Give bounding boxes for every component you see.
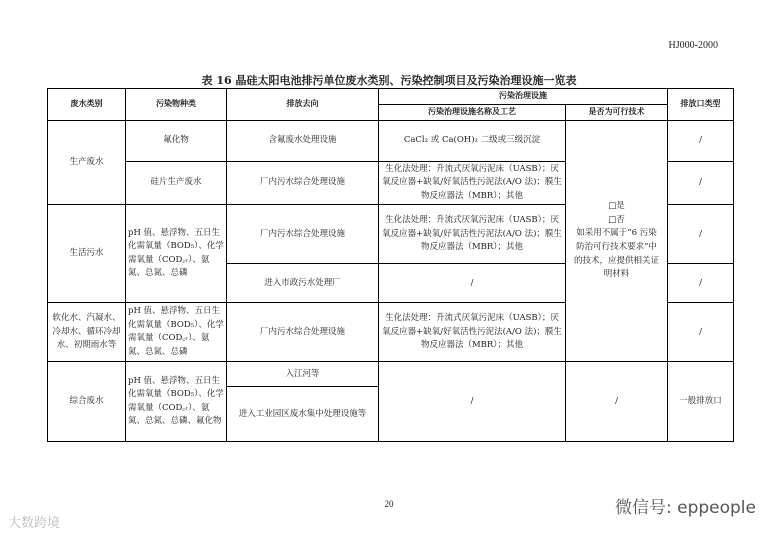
table-cell: / [668, 264, 734, 303]
doc-code: HJ000-2000 [668, 40, 718, 51]
table-cell: 生产废水 [48, 120, 126, 205]
table-cell: / [379, 362, 566, 442]
table-cell: 生化法处理：升流式厌氧污泥床（UASB）；厌氧反应器+缺氧/好氧活性污泥法(A/O 法)；膜生物反应器法（MBR）；其他 [379, 161, 566, 205]
table-cell: / [668, 161, 734, 205]
table-title: 表 16 晶硅太阳电池排污单位废水类别、污染控制项目及污染治理设施一览表 [201, 74, 577, 87]
table-cell: 生化法处理：升流式厌氧污泥床（UASB）；厌氧反应器+缺氧/好氧活性污泥法(A/O 法)；膜生物反应器法（MBR）；其他 [379, 205, 566, 264]
table-cell: 含氟废水处理设施 [227, 120, 379, 161]
table-cell: / [668, 303, 734, 362]
watermark-right: 微信号: eppeople [614, 498, 756, 518]
table-cell: / [668, 205, 734, 264]
table-cell: 厂内污水综合处理设施 [227, 205, 379, 264]
watermark-left: 大数跨境 [8, 516, 61, 531]
table-cell: 一般排放口 [668, 362, 734, 442]
table-cell: 综合废水 [48, 362, 126, 442]
table-cell: / [379, 264, 566, 303]
table-cell: 进入市政污水处理厂 [227, 264, 379, 303]
col-group-header: 污染治理设施 [379, 89, 668, 105]
table-cell: pH 值、悬浮物、五日生化需氧量（BOD₅）、化学需氧量（COD꜀ᵣ）、氨氮、总氮、总磷 [126, 303, 227, 362]
col-header: 废水类别 [48, 89, 126, 121]
wastewater-table [47, 88, 734, 442]
col-header: 是否为可行技术 [566, 104, 668, 120]
table-cell: / [566, 362, 668, 442]
col-header: 排放去向 [227, 89, 379, 121]
table-cell: pH 值、悬浮物、五日生化需氧量（BOD₅）、化学需氧量（COD꜀ᵣ）、氨氮、总氮、总磷、氟化物 [126, 362, 227, 442]
table-cell: 入江河等 [227, 362, 379, 387]
table-cell: 生化法处理：升流式厌氧污泥床（UASB）；厌氧反应器+缺氧/好氧活性污泥法(A/O 法)；膜生物反应器法（MBR）；其他 [379, 303, 566, 362]
table-cell: 厂内污水综合处理设施 [227, 303, 379, 362]
table-cell: CaCl₂ 或 Ca(OH)₂ 二级或三级沉淀 [379, 120, 566, 161]
table-cell: 生活污水 [48, 205, 126, 303]
page-number: 20 [384, 499, 394, 509]
table-cell: pH 值、悬浮物、五日生化需氧量（BOD₅）、化学需氧量（COD꜀ᵣ）、氨氮、总氮、总磷 [126, 205, 227, 303]
table-cell: 软化水、汽凝水、冷却水、循环冷却水、初期雨水等 [48, 303, 126, 362]
table-cell: 氟化物 [126, 120, 227, 161]
col-header: 排放口类型 [668, 89, 734, 121]
col-header: 污染物种类 [126, 89, 227, 121]
col-header: 污染治理设施名称及工艺 [379, 104, 566, 120]
table-cell: 硅片生产废水 [126, 161, 227, 205]
table-cell: / [668, 120, 734, 161]
table-cell: 进入工业园区废水集中处理设施等 [227, 387, 379, 442]
table-cell: 厂内污水综合处理设施 [227, 161, 379, 205]
feasible-cell: □是 □否 如采用不属于“6 污染防治可行技术要求”中的技术，应提供相关证明材料 [566, 120, 668, 362]
